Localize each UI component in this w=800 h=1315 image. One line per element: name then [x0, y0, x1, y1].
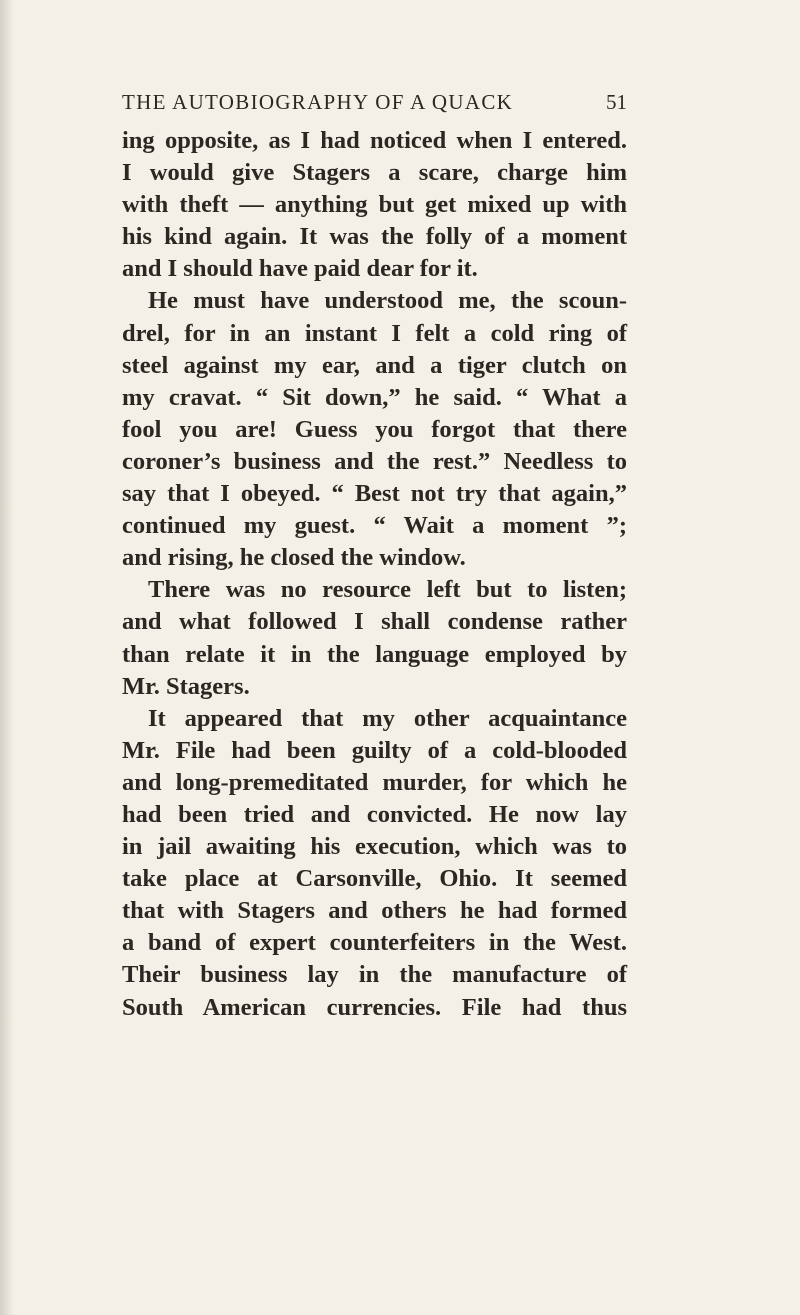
- text-line: take place at Carsonville, Ohio. It seemed: [122, 865, 627, 893]
- text-line: his kind again. It was the folly of a moment: [122, 223, 627, 251]
- running-title: THE AUTOBIOGRAPHY OF A QUACK: [122, 90, 514, 114]
- text-line: in jail awaiting his execution, which was to: [122, 833, 627, 861]
- text-line: drel, for in an instant I felt a cold ring of: [122, 319, 627, 347]
- body-text: [122, 125, 627, 1024]
- text-line: Their business lay in the manufacture of: [122, 961, 627, 989]
- text-line: South American currencies. File had thus: [122, 993, 627, 1021]
- text-line: ing opposite, as I had noticed when I entered.: [122, 127, 627, 154]
- page-gutter-shadow: [0, 0, 14, 1315]
- text-line: It appeared that my other acquaintance: [148, 704, 627, 732]
- page-number: 51: [606, 90, 627, 114]
- text-line: Mr. File had been guilty of a cold-blooded: [122, 736, 627, 764]
- text-line: fool you are! Guess you forgot that there: [122, 415, 627, 443]
- text-line: than relate it in the language employed by: [122, 640, 627, 668]
- text-line: that with Stagers and others he had formed: [122, 897, 627, 925]
- text-line: with theft — anything but get mixed up with: [122, 191, 627, 219]
- running-header: [122, 88, 627, 116]
- text-line: There was no resource left but to listen;: [148, 576, 627, 604]
- text-line: and long-premeditated murder, for which he: [122, 768, 627, 796]
- text-line: had been tried and convicted. He now lay: [122, 800, 627, 828]
- text-line: a band of expert counterfeiters in the West.: [122, 929, 627, 957]
- text-line: my cravat. “ Sit down,” he said. “ What a: [122, 383, 627, 411]
- text-line: Mr. Stagers.: [122, 672, 250, 700]
- text-line: and I should have paid dear for it.: [122, 255, 478, 283]
- text-line: continued my guest. “ Wait a moment ”;: [122, 512, 627, 540]
- text-line: and what followed I shall condense rather: [122, 608, 627, 636]
- text-line: say that I obeyed. “ Best not try that again,”: [122, 480, 627, 508]
- text-line: and rising, he closed the window.: [122, 544, 466, 572]
- text-line: He must have understood me, the scoun-: [148, 287, 627, 315]
- text-line: coroner’s business and the rest.” Needless to: [122, 447, 627, 475]
- text-line: steel against my ear, and a tiger clutch on: [122, 351, 627, 379]
- text-line: I would give Stagers a scare, charge him: [122, 159, 627, 187]
